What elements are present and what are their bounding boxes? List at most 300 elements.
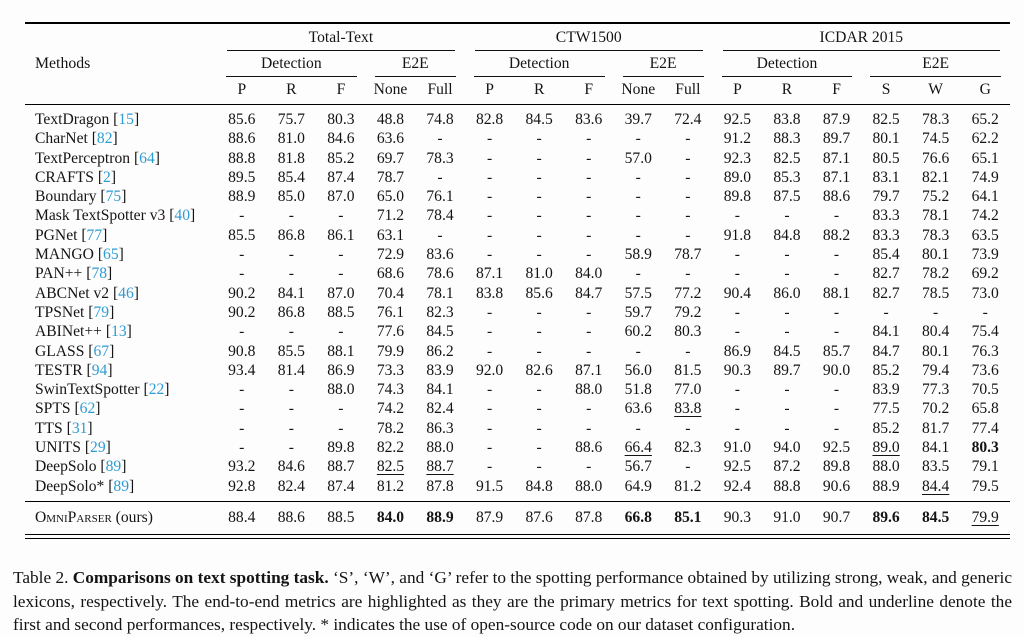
method-name: Mask TextSpotter v3 xyxy=(35,207,166,225)
value-cell: 84.7 xyxy=(872,342,900,360)
value-cell: 90.3 xyxy=(713,501,763,534)
value-cell: - xyxy=(586,130,592,148)
citation-link[interactable]: 2 xyxy=(103,168,111,186)
value-cell: 78.4 xyxy=(426,207,454,225)
value-cell: 78.1 xyxy=(426,284,454,302)
table-row xyxy=(25,399,1010,418)
table-row xyxy=(25,187,1010,206)
method-cell: MANGO [65] xyxy=(35,246,124,264)
value-cell: - xyxy=(833,323,840,341)
value-cell: - xyxy=(933,303,939,321)
value-cell: 86.3 xyxy=(426,419,454,437)
value-cell: 78.6 xyxy=(426,265,454,283)
value-cell: 83.3 xyxy=(872,207,900,225)
value-cell: - xyxy=(734,246,740,264)
value-cell: 77.3 xyxy=(922,381,950,399)
value-cell: 84.1 xyxy=(922,439,950,457)
value-cell: 70.4 xyxy=(376,284,405,302)
value-cell: - xyxy=(486,323,493,341)
value-cell: 76.3 xyxy=(971,342,999,360)
value-cell: 88.5 xyxy=(327,303,355,321)
method-cell: ABCNet v2 [46] xyxy=(35,284,139,302)
value-cell: 65.1 xyxy=(971,149,999,167)
value-cell: - xyxy=(734,303,740,321)
value-cell: 83.6 xyxy=(426,246,454,264)
value-cell: 83.8 xyxy=(773,111,801,128)
method-cell: DeepSolo* [89] xyxy=(35,477,135,495)
citation-link[interactable]: 31 xyxy=(71,419,88,437)
value-cell: - xyxy=(437,168,443,186)
value-cell: - xyxy=(486,439,493,457)
value-cell: - xyxy=(734,381,740,399)
value-cell: - xyxy=(635,226,641,244)
value-cell: - xyxy=(536,342,542,360)
value-cell: 81.0 xyxy=(525,265,553,283)
value-cell: 57.0 xyxy=(624,149,652,167)
value-cell: 81.2 xyxy=(674,477,702,495)
value-cell: 85.1 xyxy=(663,501,713,534)
value-cell: 88.9 xyxy=(228,188,256,206)
value-cell: 78.7 xyxy=(674,246,702,264)
value-cell: - xyxy=(536,226,542,244)
value-cell: - xyxy=(486,149,493,167)
table-row xyxy=(25,264,1010,283)
method-cell: PAN++ [78] xyxy=(35,265,113,283)
method-cell: UNITS [29] xyxy=(35,439,111,457)
metric-column-header: S xyxy=(861,77,911,105)
method-cell: GLASS [67] xyxy=(35,342,115,360)
value-cell: 91.2 xyxy=(723,130,752,148)
value-cell: 82.4 xyxy=(277,477,305,495)
value-cell: - xyxy=(833,381,840,399)
value-cell: 85.7 xyxy=(822,342,851,360)
value-cell: 90.2 xyxy=(228,303,256,321)
value-cell: 78.2 xyxy=(922,265,950,283)
value-cell: 88.0 xyxy=(575,381,603,399)
method-name: ABINet++ xyxy=(35,323,102,341)
value-cell: 78.3 xyxy=(426,149,454,167)
value-cell: 87.1 xyxy=(475,265,504,283)
citation-link[interactable]: 77 xyxy=(86,226,103,244)
method-name: TTS xyxy=(35,419,63,437)
subheader-name: Detection xyxy=(261,55,322,72)
value-cell: 86.2 xyxy=(426,342,454,360)
value-cell: - xyxy=(635,130,641,148)
value-cell: 63.1 xyxy=(376,226,405,244)
citation-link[interactable]: 65 xyxy=(103,246,119,264)
value-cell: 82.3 xyxy=(674,439,702,457)
value-cell: 60.2 xyxy=(624,323,652,341)
value-cell: 88.8 xyxy=(773,477,801,495)
value-cell: - xyxy=(833,246,840,264)
value-cell: - xyxy=(685,130,691,148)
value-cell: - xyxy=(635,265,641,283)
value-cell: 56.7 xyxy=(624,458,652,476)
metric-column-header: Full xyxy=(415,77,465,105)
value-cell: 74.2 xyxy=(376,400,405,418)
value-cell: 83.8 xyxy=(674,400,702,418)
method-name: CRAFTS xyxy=(35,168,94,186)
value-cell: 89.0 xyxy=(723,168,752,186)
value-cell: - xyxy=(288,439,294,457)
value-cell: 87.6 xyxy=(514,501,564,534)
value-cell: 84.1 xyxy=(872,323,900,341)
value-cell: - xyxy=(734,265,740,283)
subheader-detection xyxy=(217,51,366,77)
value-cell: - xyxy=(239,381,245,399)
value-cell: 89.8 xyxy=(327,439,355,457)
value-cell: 63.6 xyxy=(376,130,405,148)
value-cell: 90.6 xyxy=(822,477,851,495)
table-row xyxy=(25,457,1010,476)
value-cell: 84.1 xyxy=(277,284,305,302)
method-name: DeepSolo xyxy=(35,458,97,476)
table-row xyxy=(25,206,1010,225)
value-cell: - xyxy=(734,400,740,418)
method-cell: TextDragon [15] xyxy=(35,111,140,128)
value-cell: 82.5 xyxy=(773,149,801,167)
value-cell: 79.7 xyxy=(872,188,900,206)
table-row xyxy=(25,168,1010,187)
value-cell: - xyxy=(288,207,294,225)
method-cell: DeepSolo [89] xyxy=(35,458,127,476)
citation-link[interactable]: 89 xyxy=(105,458,122,476)
value-cell: 88.0 xyxy=(872,458,900,476)
value-cell: - xyxy=(685,419,691,437)
value-cell: 90.3 xyxy=(723,361,752,379)
table-row xyxy=(25,105,1010,130)
value-cell: - xyxy=(586,149,592,167)
value-cell: 84.0 xyxy=(575,265,603,283)
value-cell: - xyxy=(685,168,691,186)
value-cell: - xyxy=(833,265,840,283)
value-cell: 81.7 xyxy=(922,419,950,437)
value-cell: 80.4 xyxy=(922,323,950,341)
value-cell: 82.4 xyxy=(426,400,454,418)
dataset-name: CTW1500 xyxy=(555,29,622,46)
method-name: MANGO xyxy=(35,246,94,264)
table-container xyxy=(25,22,1010,539)
dataset-header-icdar-2015 xyxy=(713,23,1010,51)
table-row xyxy=(25,342,1010,361)
value-cell: - xyxy=(536,130,542,148)
value-cell: 91.8 xyxy=(723,226,752,244)
subheader-name: E2E xyxy=(649,55,677,72)
value-cell: - xyxy=(784,400,790,418)
value-cell: 86.1 xyxy=(327,226,355,244)
value-cell: - xyxy=(288,400,294,418)
value-cell: 78.2 xyxy=(376,419,405,437)
value-cell: 86.8 xyxy=(277,226,305,244)
value-cell: - xyxy=(734,419,740,437)
value-cell: - xyxy=(338,400,344,418)
value-cell: 76.1 xyxy=(376,303,405,321)
citation-link[interactable]: 22 xyxy=(148,381,165,399)
value-cell: 76.1 xyxy=(426,188,454,206)
value-cell: 83.5 xyxy=(922,458,950,476)
table-row xyxy=(25,477,1010,502)
value-cell: 85.5 xyxy=(277,342,305,360)
subheader-name: E2E xyxy=(401,55,429,72)
value-cell: 87.0 xyxy=(327,188,355,206)
value-cell: 83.8 xyxy=(475,284,504,302)
value-cell: 84.8 xyxy=(773,226,801,244)
metric-column-header: P xyxy=(465,77,515,105)
value-cell: - xyxy=(536,149,542,167)
value-cell: - xyxy=(982,303,988,321)
citation-link[interactable]: 46 xyxy=(118,284,134,302)
value-cell: - xyxy=(685,265,691,283)
value-cell: 87.4 xyxy=(327,168,355,186)
value-cell: 75.7 xyxy=(277,111,305,128)
value-cell: 89.8 xyxy=(822,458,851,476)
value-cell: 73.6 xyxy=(971,361,999,379)
value-cell: 74.3 xyxy=(376,381,405,399)
value-cell: 63.6 xyxy=(624,400,652,418)
value-cell: - xyxy=(586,303,592,321)
method-name: SPTS xyxy=(35,400,71,418)
subheader-detection xyxy=(465,51,614,77)
value-cell: 73.9 xyxy=(971,246,999,264)
value-cell: 88.5 xyxy=(316,501,366,534)
value-cell: 77.6 xyxy=(376,323,405,341)
value-cell: 91.0 xyxy=(762,501,812,534)
value-cell: 64.1 xyxy=(971,188,999,206)
value-cell: 86.9 xyxy=(327,361,355,379)
value-cell: 65.2 xyxy=(971,111,999,128)
value-cell: 87.1 xyxy=(575,361,603,379)
caption-title: Comparisons on text spotting task. xyxy=(72,568,329,588)
value-cell: - xyxy=(586,458,592,476)
citation-link[interactable]: 62 xyxy=(79,400,96,418)
value-cell: - xyxy=(239,439,245,457)
value-cell: 85.2 xyxy=(327,149,355,167)
citation-link[interactable]: 64 xyxy=(139,149,155,167)
metric-column-header: R xyxy=(514,77,564,105)
value-cell: - xyxy=(486,130,493,148)
value-cell: 82.6 xyxy=(525,361,553,379)
value-cell: - xyxy=(288,323,294,341)
value-cell: - xyxy=(536,246,542,264)
value-cell: 84.7 xyxy=(575,284,603,302)
value-cell: 82.8 xyxy=(475,111,504,128)
caption-body: ‘S’, ‘W’, and ‘G’ refer to the spotting performance obtained by utilizing strong, weak, and generic lexicons, respectively. The end-to-end metrics are highlighted as they are the primary metrics for text spotting. Bold and underline denote the first and second performances, respectively. * indicates the use of open-source code on our dataset configuration. xyxy=(13,568,1012,635)
value-cell: 84.0 xyxy=(366,501,416,534)
value-cell: 79.9 xyxy=(376,342,405,360)
value-cell: 56.0 xyxy=(624,361,652,379)
value-cell: - xyxy=(734,207,740,225)
table-row xyxy=(25,438,1010,457)
value-cell: 90.8 xyxy=(228,342,256,360)
value-cell: 88.4 xyxy=(217,501,267,534)
value-cell: - xyxy=(586,323,592,341)
value-cell: - xyxy=(239,400,245,418)
table-header xyxy=(25,23,1010,105)
value-cell: 79.5 xyxy=(971,477,999,495)
value-cell: - xyxy=(239,323,245,341)
value-cell: 80.3 xyxy=(674,323,702,341)
value-cell: - xyxy=(784,303,790,321)
table-row xyxy=(25,361,1010,380)
citation-link[interactable]: 29 xyxy=(90,439,106,457)
results-table xyxy=(25,22,1010,534)
value-cell: 64.9 xyxy=(624,477,652,495)
value-cell: 86.9 xyxy=(723,342,752,360)
citation-link[interactable]: 89 xyxy=(113,477,129,495)
value-cell: 66.4 xyxy=(624,439,652,457)
value-cell: - xyxy=(536,458,542,476)
value-cell: 88.3 xyxy=(773,130,801,148)
method-name: TextPerceptron xyxy=(35,149,131,167)
value-cell: 87.2 xyxy=(773,458,801,476)
value-cell: 88.6 xyxy=(267,501,317,534)
table-row xyxy=(25,284,1010,303)
value-cell: 92.3 xyxy=(723,149,752,167)
value-cell: 88.7 xyxy=(327,458,355,476)
value-cell: - xyxy=(486,188,493,206)
value-cell: - xyxy=(784,419,790,437)
value-cell: - xyxy=(883,303,889,321)
value-cell: 87.1 xyxy=(822,168,851,186)
value-cell: 77.4 xyxy=(971,419,999,437)
value-cell: 39.7 xyxy=(624,111,652,128)
value-cell: - xyxy=(833,303,840,321)
method-name: TESTR xyxy=(35,361,83,379)
value-cell: 90.0 xyxy=(822,361,851,379)
value-cell: 86.0 xyxy=(773,284,801,302)
value-cell: 63.5 xyxy=(971,226,999,244)
value-cell: 87.1 xyxy=(822,149,851,167)
value-cell: - xyxy=(536,323,542,341)
method-cell: TPSNet [79] xyxy=(35,303,115,321)
value-cell: - xyxy=(486,400,493,418)
value-cell: 75.2 xyxy=(922,188,950,206)
value-cell: 74.8 xyxy=(426,111,454,128)
method-cell: CharNet [82] xyxy=(35,130,118,148)
value-cell: - xyxy=(338,419,344,437)
table-bottom-rule xyxy=(25,534,1010,538)
method-cell: Boundary [75] xyxy=(35,188,127,206)
citation-link[interactable]: 75 xyxy=(105,188,122,206)
citation-link[interactable]: 94 xyxy=(91,361,108,379)
value-cell: - xyxy=(536,303,542,321)
value-cell: - xyxy=(784,207,790,225)
table-body xyxy=(25,105,1010,502)
citation-link[interactable]: 40 xyxy=(174,207,190,225)
method-suffix: (ours) xyxy=(111,508,153,526)
value-cell: - xyxy=(784,381,790,399)
method-name: SwinTextSpotter xyxy=(35,381,140,399)
value-cell: 84.1 xyxy=(426,381,454,399)
method-name: DeepSolo* xyxy=(35,477,105,495)
subheader-name: Detection xyxy=(508,55,570,72)
value-cell: 74.9 xyxy=(971,168,999,186)
value-cell: 81.4 xyxy=(277,361,305,379)
value-cell: 74.2 xyxy=(971,207,999,225)
citation-link[interactable]: 67 xyxy=(93,342,110,360)
value-cell: - xyxy=(486,246,493,264)
value-cell: - xyxy=(536,439,542,457)
value-cell: - xyxy=(536,400,542,418)
value-cell: 59.7 xyxy=(624,303,652,321)
value-cell: 82.7 xyxy=(872,265,900,283)
value-cell: - xyxy=(685,458,691,476)
value-cell: 65.0 xyxy=(376,188,405,206)
value-cell: - xyxy=(338,265,344,283)
value-cell: 84.5 xyxy=(426,323,454,341)
citation-link[interactable]: 79 xyxy=(93,303,110,321)
value-cell: 69.7 xyxy=(376,149,405,167)
value-cell: 83.9 xyxy=(872,381,900,399)
value-cell: 88.0 xyxy=(327,381,355,399)
value-cell: - xyxy=(338,323,344,341)
value-cell: - xyxy=(486,303,493,321)
dataset-header-total-text xyxy=(217,23,465,51)
value-cell: - xyxy=(586,207,592,225)
value-cell: 88.6 xyxy=(822,188,851,206)
value-cell: 80.5 xyxy=(872,149,900,167)
value-cell: 81.0 xyxy=(277,130,305,148)
value-cell: - xyxy=(586,400,592,418)
value-cell: 80.3 xyxy=(327,111,355,128)
value-cell: 93.2 xyxy=(228,458,256,476)
value-cell: - xyxy=(685,149,691,167)
method-name: PGNet xyxy=(35,226,78,244)
method-cell: SPTS [62] xyxy=(35,400,101,418)
value-cell: 72.9 xyxy=(376,246,405,264)
value-cell: - xyxy=(784,323,790,341)
ours-row xyxy=(25,501,1010,534)
value-cell: - xyxy=(685,226,691,244)
value-cell: - xyxy=(288,381,294,399)
value-cell: 71.2 xyxy=(376,207,405,225)
value-cell: 88.7 xyxy=(426,458,454,476)
value-cell: 81.8 xyxy=(277,149,305,167)
method-name: OmniParser xyxy=(35,508,112,526)
value-cell: 80.1 xyxy=(872,130,900,148)
table-row xyxy=(25,419,1010,438)
value-cell: 92.5 xyxy=(723,111,752,128)
value-cell: 65.8 xyxy=(971,400,999,418)
value-cell: 92.5 xyxy=(723,458,752,476)
value-cell: 92.0 xyxy=(475,361,504,379)
citation-link[interactable]: 13 xyxy=(111,323,127,341)
value-cell: 77.0 xyxy=(674,381,702,399)
value-cell: 83.9 xyxy=(426,361,454,379)
citation-link[interactable]: 82 xyxy=(96,130,113,148)
citation-link[interactable]: 78 xyxy=(91,265,108,283)
value-cell: 57.5 xyxy=(624,284,652,302)
value-cell: 85.6 xyxy=(228,111,256,128)
method-cell: SwinTextSpotter [22] xyxy=(35,381,170,399)
value-cell: - xyxy=(239,207,245,225)
value-cell: - xyxy=(586,342,592,360)
value-cell: 62.2 xyxy=(971,130,999,148)
subheader-detection xyxy=(713,51,862,77)
table-row xyxy=(25,129,1010,148)
value-cell: 89.6 xyxy=(861,501,911,534)
citation-link[interactable]: 15 xyxy=(118,111,134,128)
value-cell: 84.5 xyxy=(773,342,801,360)
subheader-name: E2E xyxy=(922,55,950,72)
method-cell xyxy=(25,501,217,534)
value-cell: 77.5 xyxy=(872,400,900,418)
value-cell: 84.6 xyxy=(277,458,305,476)
value-cell: - xyxy=(833,400,840,418)
value-cell: 93.4 xyxy=(228,361,256,379)
method-cell: TTS [31] xyxy=(35,419,93,437)
value-cell: 87.9 xyxy=(822,111,851,128)
